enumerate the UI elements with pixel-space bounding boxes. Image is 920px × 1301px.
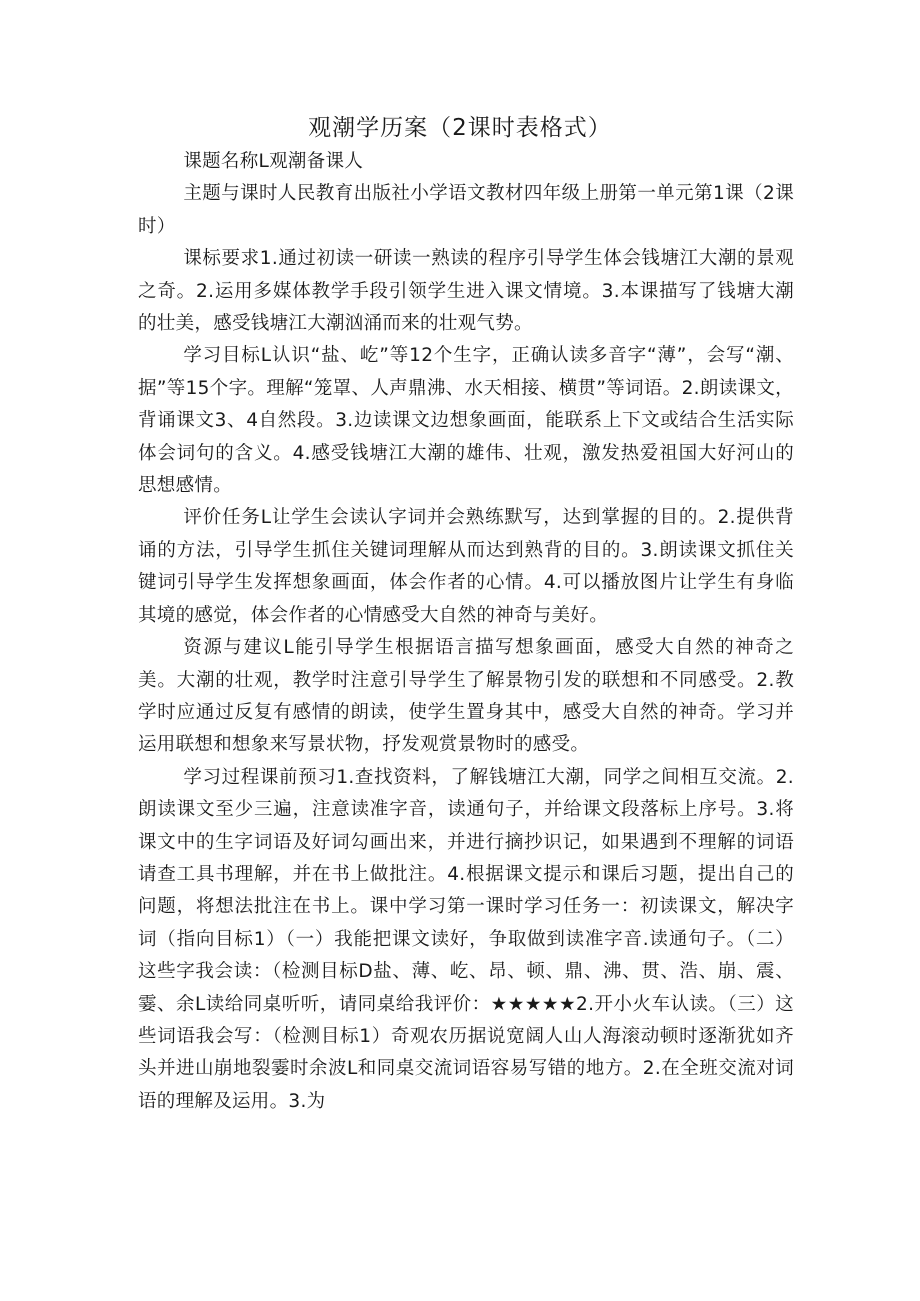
paragraph-topic-name: 课题名称L观潮备课人 (183, 151, 364, 172)
document-body (138, 146, 794, 1118)
paragraph-theme-lessons: 主题与课时人民教育出版社小学语文教材四年级上册第一单元第1课（2课时） (138, 183, 794, 237)
paragraph-learning-objectives: 学习目标L认识“盐、屹”等12个生字，正确认读多音字“薄”，会写“潮、据”等15个字。理解“笼罩、人声鼎沸、水天相接、横贯”等词语。2.朗读课文，背诵课文3、4自然段。3.边读课文边想象画面，能联系上下文或结合生活实际体会词句的含义。4.感受钱塘江大潮的雄伟、壮观，激发热爱祖国大好河山的思想感情。 (138, 345, 794, 497)
paragraph-assessment-tasks: 评价任务L让学生会读认字词并会熟练默写，达到掌握的目的。2.提供背诵的方法，引导学生抓住关键词理解从而达到熟背的目的。3.朗读课文抓住关键词引导学生发挥想象画面，体会作者的心情。4.可以播放图片让学生有身临其境的感觉，体会作者的心情感受大自然的神奇与美好。 (138, 507, 794, 626)
paragraph-resources-suggestions: 资源与建议L能引导学生根据语言描写想象画面，感受大自然的神奇之美。大潮的壮观，教学时注意引导学生了解景物引发的联想和不同感受。2.教学时应通过反复有感情的朗读，使学生置身其中，感受大自然的神奇。学习并运用联想和想象来写景状物，抒发观赏景物时的感受。 (138, 637, 794, 756)
document-title: 观潮学历案（2课时表格式） (308, 115, 612, 141)
paragraph-learning-process: 学习过程课前预习1.查找资料，了解钱塘江大潮，同学之间相互交流。2.朗读课文至少三遍，注意读准字音，读通句子，并给课文段落标上序号。3.将课文中的生字词语及好词勾画出来，并进行摘抄识记，如果遇到不理解的词语请查工具书理解，并在书上做批注。4.根据课文提示和课后习题，提出自己的问题，将想法批注在书上。课中学习第一课时学习任务一：初读课文，解决字词（指向目标1）（一）我能把课文读好，争取做到读准字音.读通句子。（二）这些字我会读：（检测目标D盐、薄、屹、昂、顿、鼎、沸、贯、浩、崩、震、霎、余L读给同桌听听，请同桌给我评价：★★★★★2.开小火车认读。（三）这些词语我会写：（检测目标1）奇观农历据说宽阔人山人海滚动顿时逐渐犹如齐头并进山崩地裂霎时余波L和同桌交流词语容易写错的地方。2.在全班交流对词语的理解及运用。3.为 (138, 766, 794, 1112)
paragraph-curriculum-requirements: 课标要求1.通过初读一研读一熟读的程序引导学生体会钱塘江大潮的景观之奇。2.运用多媒体教学手段引领学生进入课文情境。3.本课描写了钱塘大潮的壮美，感受钱塘江大潮汹涌而来的壮观气势。 (138, 248, 794, 335)
